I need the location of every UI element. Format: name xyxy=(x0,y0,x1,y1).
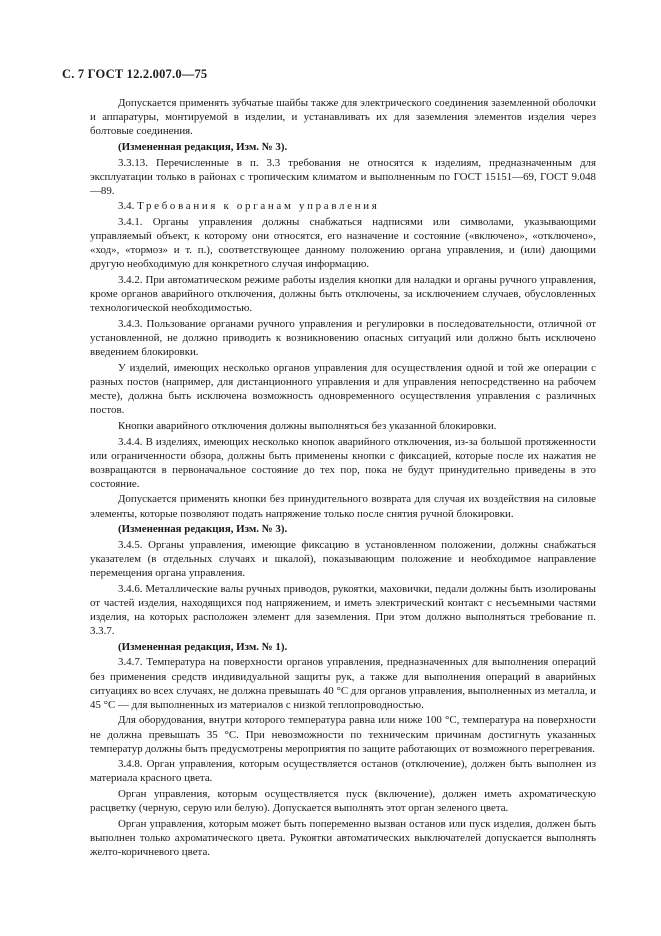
section-heading-3-4 xyxy=(90,199,596,213)
paragraph-multiple-posts: У изделий, имеющих несколько органов управления для осуществления одной и той же операции с разных постов (например, для дистанционного управления и для управления непосредственно на рабочем месте), должна быть исключена возможность одновременного осуществления управления с различных постов. xyxy=(90,361,596,417)
paragraph-emergency-buttons: Кнопки аварийного отключения должны выполняться без указанной блокировки. xyxy=(118,419,497,432)
clause-3-4-4: 3.4.4. В изделиях, имеющих несколько кнопок аварийного отключения, из-за большой протяженности или ограниченности обзора, должны быть применены кнопки с фиксацией, которые после их нажатия не возвращаются в первоначальное состояние до тех пор, пока не будут принудительно приведены в это состояние. xyxy=(90,435,596,490)
amendment-note: (Измененная редакция, Изм. № 1). xyxy=(118,640,288,653)
section-number: 3.4. xyxy=(118,200,135,213)
paragraph-toothed-washers: Допускается применять зубчатые шайбы также для электрического соединения заземленной оболочки и аппаратуры, монтируемой в изделии, и устанавливать их для заземления элементов изделия через болтовые соединения. xyxy=(90,97,596,138)
paragraph-non-latching-buttons: Допускается применять кнопки без принудительного возврата для случая их воздействия на силовые элементы, которые позволяют подать напряжение только после снятия ручной блокировки. xyxy=(90,493,596,520)
amendment-note: (Измененная редакция, Изм. № 3). xyxy=(118,140,288,153)
section-title: Требования к органам управления xyxy=(137,200,380,213)
clause-3-4-6: 3.4.6. Металлические валы ручных приводов, рукоятки, маховички, педали должны быть изолированы от частей изделия, находящихся под напряжением, и иметь электрический контакт с несъемными частями изделия, на которых расположен элемент для заземления. При этом должно выполняться требование п. 3.3.7. xyxy=(90,582,596,638)
clause-3-4-8: 3.4.8. Орган управления, которым осуществляется останов (отключение), должен быть выполнен из материала красного цвета. xyxy=(90,758,596,785)
page-header: С. 7 ГОСТ 12.2.007.0—75 xyxy=(62,67,208,81)
paragraph-equipment-temperature: Для оборудования, внутри которого температура равна или ниже 100 °С, температура на поверхности не должна превышать 35 °С. При невозможности по техническим причинам достигнуть указанных температур должны быть предусмотрены мероприятия по защите работающих от возможного перегревания. xyxy=(90,714,596,755)
clause-3-4-1: 3.4.1. Органы управления должны снабжаться надписями или символами, указывающими управляемый объект, к которому они относятся, его назначение и состояние («включено», «отключено», «ход», «тормоз» и т. п.), соответствующее данному положению органа управления, и (или) дающими другую необходимую для конкретного случая информацию. xyxy=(90,216,596,271)
clause-3-4-3: 3.4.3. Пользование органами ручного управления и регулировки в последовательности, отличной от установленной, не должно приводить к возникновению опасных ситуаций или должно быть исключено введением блокировки. xyxy=(90,317,596,359)
document-body xyxy=(90,96,596,861)
amendment-note: (Измененная редакция, Изм. № 3). xyxy=(118,523,288,536)
clause-3-4-2: 3.4.2. При автоматическом режиме работы изделия кнопки для наладки и органы ручного управления, кроме органов аварийного отключения, должны быть отключены, за исключением случаев, обусловленных технологической необходимостью. xyxy=(90,274,596,315)
paragraph-alternating-control-color: Орган управления, которым может быть попеременно вызван останов или пуск изделия, должен быть выполнен только ахроматического цвета. Рукоятки автоматических выключателей допускается выполнять желто-коричневого цвета. xyxy=(90,817,596,859)
paragraph-start-control-color: Орган управления, которым осуществляется пуск (включение), должен иметь ахроматическую расцветку (черную, серую или белую). Допускается выполнять этот орган зеленого цвета. xyxy=(90,788,596,815)
clause-3-4-7: 3.4.7. Температура на поверхности органов управления, предназначенных для выполнения операций без применения средств индивидуальной защиты рук, а также для выполнения операций в аварийных ситуациях во всех случаях, не должна превышать 40 °С для органов управления, выполненных из металла, и 45 °С — для выполненных из материалов с низкой теплопроводностью. xyxy=(90,656,596,711)
clause-3-4-5: 3.4.5. Органы управления, имеющие фиксацию в установленном положении, должны снабжаться указателем (в отдельных случаях и шкалой), показывающим положение и необходимое направление перемещения органа управления. xyxy=(90,538,596,580)
clause-3-3-13: 3.3.13. Перечисленные в п. 3.3 требования не относятся к изделиям, предназначенным для эксплуатации только в районах с тропическим климатом и выполненным по ГОСТ 15151—69, ГОСТ 9.048—89. xyxy=(90,156,596,197)
